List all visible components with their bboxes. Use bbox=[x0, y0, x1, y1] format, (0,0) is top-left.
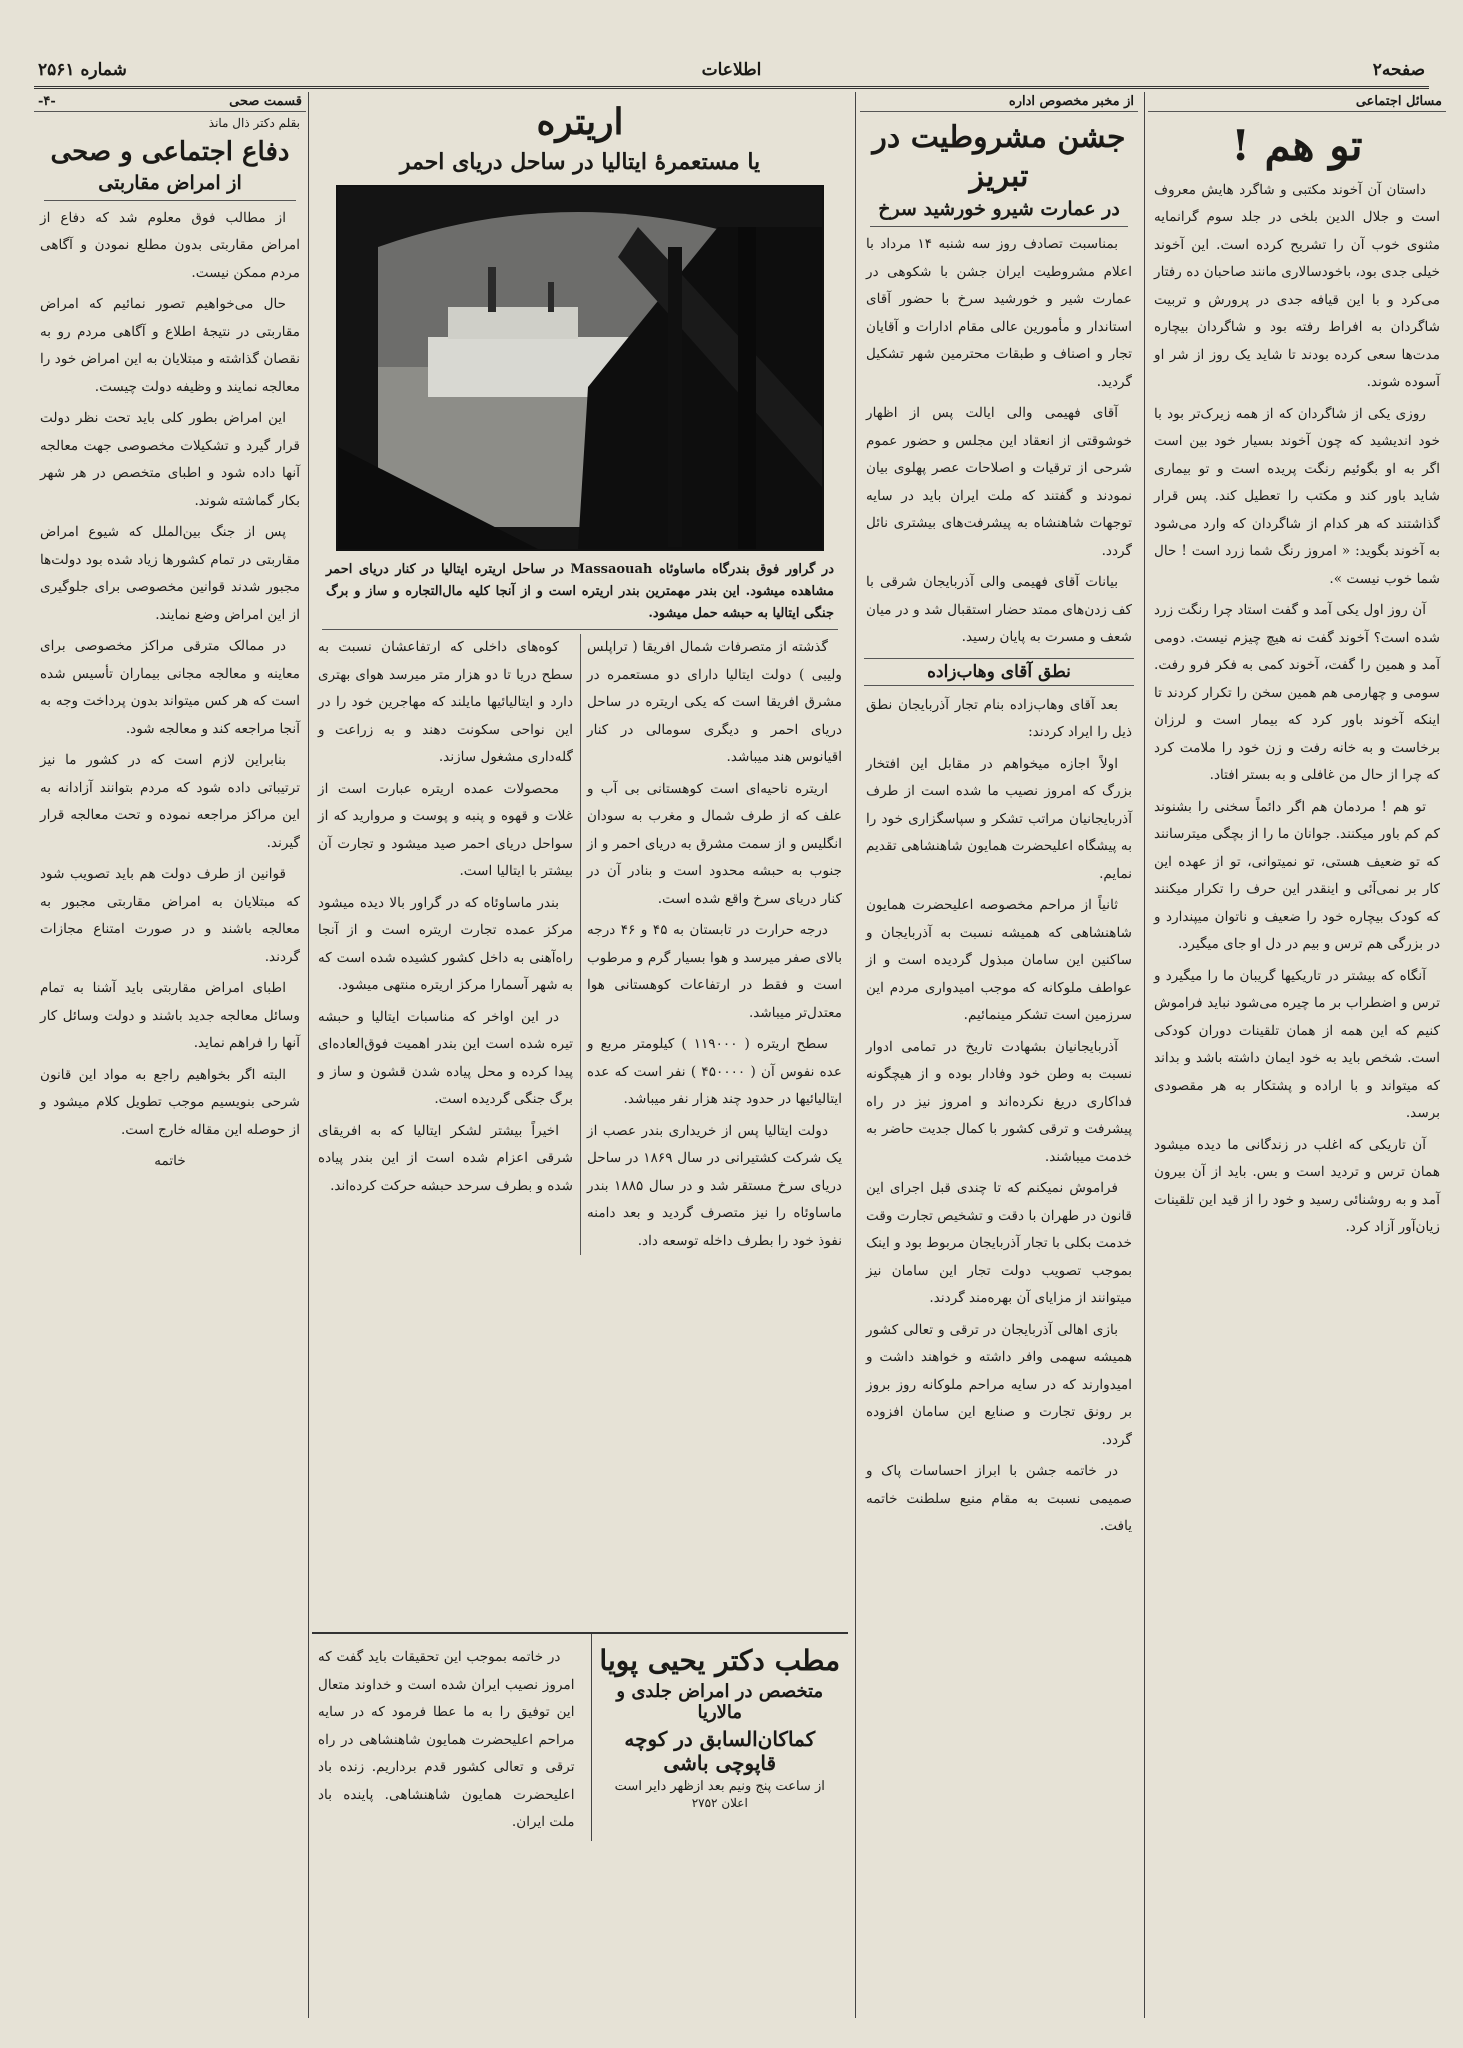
paragraph: در خاتمه جشن با ابراز احساسات پاک و صمیمی نسبت به مقام منیع سلطنت خاتمه یافت. bbox=[866, 1463, 1132, 1534]
paragraph: آن تاریکی که اغلب در زندگانی ما دیده میشود همان ترس و تردید است و بس. باید از آن بیرون آمد و به روشنائی رسید و خود را از قید این تلقینات زیان‌آور آزاد کرد. bbox=[1154, 1136, 1440, 1235]
harbor-photo bbox=[336, 185, 824, 551]
article-body bbox=[860, 231, 1138, 652]
advertisement-area bbox=[312, 1632, 848, 1964]
paragraph: آذربایجانیان بشهادت تاریخ در تمامی ادوار نسبت به وطن خود وفادار بوده و از هیچگونه فداکاری دریغ نکرده‌اند و امروز نیز در راه پیشرفت و ترقی کشور با کمال جدیت حاضر به خدمت میباشند. bbox=[866, 1038, 1132, 1165]
paragraph: البته اگر بخواهیم راجع به مواد این قانون شرحی بنویسیم موجب تطویل کلام میشود و از حوصله این مقاله خارج است. bbox=[40, 1066, 300, 1138]
paragraph: گذشته از متصرفات شمال افریقا ( تراپلس ولیبی ) دولت ایتالیا دارای دو مستعمره در مشرق افریقا است که یکی اریتره در ساحل دریای احمر و دیگری سومالی در کنار اقیانوس هند میباشد. bbox=[587, 639, 842, 765]
paragraph: سطح اریتره ( ۱۱۹۰۰۰ ) کیلومتر مربع و عده نفوس آن ( ۴۵۰۰۰۰ ) نفر است که عده ایتالیائیها در حدود چند هزار نفر میباشد. bbox=[587, 1036, 842, 1107]
article-headline: دفاع اجتماعی و صحی bbox=[50, 137, 290, 167]
paragraph: کوه‌های داخلی که ارتفاعشان نسبت به سطح دریا تا دو هزار متر میرسد هوای بهتری دارد و ایتالیائیها مایلند که مهاجرین خود را در این نواحی سکونت دهند و به زراعت و گله‌داری مشغول سازند. bbox=[318, 639, 573, 765]
column-health bbox=[34, 92, 306, 2018]
column-social-issues bbox=[1148, 92, 1446, 2018]
section-kicker-row bbox=[34, 92, 306, 112]
article-footer: خاتمه bbox=[154, 1153, 186, 1170]
newspaper-title: اطلاعات bbox=[701, 60, 762, 80]
article-subheadline: یا مستعمرهٔ ایتالیا در ساحل دریای احمر bbox=[399, 149, 761, 175]
ad-specialty: متخصص در امراض جلدی و مالاریا bbox=[616, 1681, 824, 1723]
paragraph: بیانات آقای فهیمی والی آذربایجان شرقی با کف زدن‌های ممتد حضار استقبال شد و در میان شعف و مسرت به پایان رسید. bbox=[866, 574, 1132, 645]
article-body bbox=[34, 205, 306, 1176]
paragraph: داستان آن آخوند مکتبی و شاگرد هایش معروف است و جلال الدین بلخی در جلد سوم گرانمایه مثنوی خوب آن را تشریح کرده است. این آخوند خیلی جدی بود، باخودسالاری مانند صاحبان ده رفتار می‌کرد و با این قیافه جدی در پرورش و تربیت شاگردان به افراط رفته بود و شاگردان بیچاره مدت‌ها سعی کرده بودند تا شاید یک روز از شر او آسوده شوند. bbox=[1154, 181, 1440, 390]
divider bbox=[870, 226, 1128, 227]
doctor-advertisement bbox=[591, 1634, 849, 1841]
section-kicker: مسائل اجتماعی bbox=[1148, 92, 1446, 112]
paragraph: اطبای امراض مقاربتی باید آشنا به تمام وسائل معالجه جدید باشند و دولت وسائل کار آنها را فراهم نماید. bbox=[40, 980, 300, 1052]
paragraph: قوانین از طرف دولت هم باید تصویب شود که مبتلایان به امراض مقاربتی مجبور به معالجه باشند و در صورت امتناع مجازات گردند. bbox=[40, 866, 300, 965]
divider bbox=[44, 200, 296, 201]
ad-location: کماکان‌السابق در کوچه قاپوچی باشی bbox=[624, 1727, 816, 1775]
column-divider bbox=[855, 92, 856, 2018]
article-headline: تو هم ! bbox=[1231, 121, 1363, 170]
paragraph: محصولات عمده اریتره عبارت است از غلات و قهوه و پنبه و پوست و مروارید که از سواحل دریای احمر صید میشود و تجارت آن بیشتر با ایتالیا است. bbox=[318, 780, 573, 879]
column-eritrea bbox=[312, 92, 848, 1628]
paragraph: روزی یکی از شاگردان که از همه زیرک‌تر بود با خود اندیشید که چون آخوند بسیار خود بین است اگر به او بگوئیم رنگت پریده است و تو بیماری شاید باور کند و مکتب را تعطیل کند. پس قرار گذاشتند که هر کدام از شاگردان که وارد می‌شود به آخوند بگوید: « امروز رنگ شما زرد است ! حال شما خوب نیست ». bbox=[1154, 405, 1440, 587]
paragraph: درجه حرارت در تابستان به ۴۵ و ۴۶ درجه بالای صفر میرسد و هوا بسیار گرم و مرطوب است و فقط در ارتفاعات کوهستانی هوا معتدل‌تر میباشد. bbox=[587, 922, 842, 1021]
article-body bbox=[860, 692, 1138, 1541]
column-divider bbox=[1144, 92, 1145, 2018]
paragraph: بمناسبت تصادف روز سه شنبه ۱۴ مرداد با اعلام مشروطیت ایران جشن با شکوهی در عمارت شیر و خورشید سرخ با حضور آقای استاندار و مأمورین عالی مقام ادارات و آقایان تجار و اصناف و طبقات محترمین شهر تشکیل گردید. bbox=[866, 236, 1132, 390]
page-number: صفحه۲ bbox=[1372, 60, 1425, 80]
paragraph: در خاتمه بموجب این تحقیقات باید گفت که امروز نصیب ایران شده است و خداوند متعال این توفیق را به ما عطا فرمود که در سایه مراحم اعلیحضرت همایون شاهنشاهی در راه ترقی و تعالی کشور قدم برداریم. زنده باد اعلیحضرت همایون شاهنشاهی. پاینده باد ملت ایران. bbox=[318, 1649, 575, 1830]
paragraph: اولاً اجازه میخواهم در مقابل این افتخار بزرگ که امروز نصیب ما شده است از طرف آذربایجانیان مراتب تشکر و سپاسگزاری خود را به پیشگاه اعلیحضرت همایون شاهنشاهی تقدیم نمایم. bbox=[866, 755, 1132, 882]
article-body bbox=[1148, 177, 1446, 1242]
section-heading: نطق آقای وهاب‌زاده bbox=[864, 658, 1134, 686]
article-headline: جشن مشروطیت در تبریز bbox=[872, 120, 1126, 194]
article-body bbox=[312, 634, 848, 1255]
paragraph: بعد آقای وهاب‌زاده بنام تجار آذربایجان نطق ذیل را ایراد کردند: bbox=[866, 696, 1132, 740]
paragraph: آنگاه که بیشتر در تاریکیها گریبان ما را میگیرد و ترس و اضطراب بر ما چیره می‌شود نباید فراموش کنیم که این همه از همان تلقینات دوران کودکی است. شخص باید به خود ایمان داشته باشد و بداند که میتواند و با اراده و پشتکار به هر مقصودی برسد. bbox=[1154, 967, 1440, 1121]
column-divider bbox=[308, 92, 309, 2018]
paragraph: در این اواخر که مناسبات ایتالیا و حبشه تیره شده است این بندر اهمیت فوق‌العاده‌ای پیدا کرده و محل پیاده شدن قشون و ساز و برگ جنگی گردیده است. bbox=[318, 1008, 573, 1107]
closing-text bbox=[312, 1634, 581, 1841]
article-headline: اریتره bbox=[536, 101, 624, 143]
photo-caption: در گراور فوق بندرگاه ماساوئاه Massaouah در ساحل اریتره ایتالیا در کنار دریای احمر مشاهده میشود. این بندر مهمترین بندر اریتره است و از آنجا کلیه مال‌التجاره و ساز و برگ جنگی ایتالیا به حبشه حمل میشود. bbox=[326, 562, 834, 621]
ad-title: مطب دکتر یحیی پویا bbox=[599, 1644, 841, 1677]
paragraph: حال می‌خواهیم تصور نمائیم که امراض مقاربتی در نتیجهٔ اطلاع و آگاهی مردم رو به نقصان گذاشته و مبتلایان به این امراض خود را معالجه نمایند و وظیفه دولت چیست. bbox=[40, 296, 300, 395]
part-number: -۴- bbox=[38, 94, 56, 109]
paragraph: اریتره ناحیه‌ای است کوهستانی بی آب و علف که از طرف شمال و مغرب به سودان انگلیس و از سمت مشرق به دریای احمر و از جنوب به حبشه محدود است و بنادر آن در کنار دریای سرخ واقع شده است. bbox=[587, 780, 842, 907]
paragraph: اخیراً بیشتر لشکر ایتالیا که به افریقای شرقی اعزام شده است از این بندر پیاده شده و بطرف سرحد حبشه حرکت کرده‌اند. bbox=[318, 1122, 573, 1194]
paragraph: تو هم ! مردمان هم اگر دائماً سخنی را بشنوند کم کم باور میکنند. جوانان ما را از بچگی میترسانند که تو ضعیف هستی، تو نمیتوانی، تو از عهده این کار بر نمی‌آئی و اینقدر این حرف را تکرار میکنند که کودک بیچاره خود را ضعیف و ناتوان میپندارد و در بزرگی هم ترس و بیم در دل او جای میگیرد. bbox=[1154, 798, 1440, 952]
paragraph: در ممالک مترقی مراکز مخصوصی برای معاینه و معالجه مجانی بیماران تأسیس شده است که هر کس میتواند بدون پرداخت وجه به آنجا مراجعه کند و معالجه شود. bbox=[40, 638, 300, 737]
masthead bbox=[34, 60, 1429, 89]
ad-hours: از ساعت پنج ونیم بعد ازظهر دایر است bbox=[614, 1779, 825, 1794]
paragraph: فراموش نمیکنم که تا چندی قبل اجرای این قانون در طهران با دقت و تشخیص تجارت وقت خدمت بکلی با تجار آذربایجان مربوط بود و اینک بموجب تصویب دولت تجار این سامان نیز میتوانند از مزایای آن بهره‌مند گردند. bbox=[866, 1180, 1132, 1306]
column-tabriz bbox=[860, 92, 1138, 2018]
paragraph: آقای فهیمی والی ایالت پس از اظهار خوشوقتی از انعقاد این مجلس و حضور عموم شرحی از ترقیات و اصلاحات عصر پهلوی بیان نمودند و گفتند که ملت ایران باید در سایه توجهات شاهنشاه به پیشرفت‌های بیشتری نائل گردد. bbox=[866, 405, 1132, 559]
article-subheadline: در عمارت شیرو خورشید سرخ bbox=[878, 198, 1120, 220]
paragraph: از مطالب فوق معلوم شد که دفاع از امراض مقاربتی بدون مطلع نمودن و آگاهی مردم ممکن نیست. bbox=[40, 209, 300, 281]
paragraph: دولت ایتالیا پس از خریداری بندر عصب از یک شرکت کشتیرانی در سال ۱۸۶۹ در ساحل دریای سرخ مستقر شد و در سال ۱۸۸۵ بندر ماساوئاه را نیز متصرف گردید و بعد دامنه نفوذ خود را بطرف داخله توسعه داد. bbox=[587, 1122, 842, 1249]
section-kicker: قسمت صحی bbox=[229, 94, 302, 109]
paragraph: بازی اهالی آذربایجان در ترقی و تعالی کشور همیشه سهمی وافر داشته و خواهند داشت و امیدوارند که در سایه مراحم ملوکانه روز بروز بر رونق تجارت و صنایع این سامان افزوده گردد. bbox=[866, 1321, 1132, 1448]
paragraph: آن روز اول یکی آمد و گفت استاد چرا رنگت زرد شده است؟ آخوند گفت نه هیچ چیزم نیست. دومی آمد و همین را گفت، آخوند کمی به فکر فرو رفت. سومی و چهارمی هم همین سخن را تکرار کردند تا اینکه آخوند باور کرد که بیمار است و لرزان برخاست و به خانه رفت و زن خود را ملامت کرد که چرا از حال من غافلی و به بستر افتاد. bbox=[1154, 602, 1440, 783]
paragraph: پس از جنگ بین‌الملل که شیوع امراض مقاربتی در تمام کشورها زیاد شده بود دولت‌ها مجبور شدند قوانین مخصوصی برای جلوگیری از این امراض وضع نمایند. bbox=[40, 524, 300, 623]
ad-reference: اعلان ۲۷۵۲ bbox=[691, 1796, 748, 1810]
paragraph: ثانیاً از مراحم مخصوصه اعلیحضرت همایون شاهنشاهی که همیشه نسبت به آذربایجان و ساکنین این سامان مبذول گردیده است و از عواطف ملوکانه که موجب امیدواری مردم این سرزمین است تشکر مینمائیم. bbox=[866, 897, 1132, 1023]
section-kicker: از مخبر مخصوص اداره bbox=[860, 92, 1138, 112]
paragraph: بندر ماساوئاه که در گراور بالا دیده میشود مرکز عمده تجارت اریتره است و از آنجا راه‌آهنی به داخل کشور کشیده شده است که به شهر آسمارا مرکز اریتره منتهی میشود. bbox=[318, 894, 573, 993]
paragraph: بنابراین لازم است که در کشور ما نیز ترتیباتی داده شود که مردم بتوانند آزادانه به این مراکز مراجعه نموده و تحت معالجه قرار گیرند. bbox=[40, 752, 300, 851]
issue-number: شماره ۲۵۶۱ bbox=[38, 60, 127, 80]
byline: بقلم دکتر ذال مانذ bbox=[208, 116, 300, 130]
article-subheadline: از امراض مقاربتی bbox=[98, 171, 242, 194]
paragraph: این امراض بطور کلی باید تحت نظر دولت قرار گیرد و تشکیلات مخصوصی جهت معالجه آنها داده شود و اطبای متخصص در هر شهر بکار گماشته شوند. bbox=[40, 410, 300, 509]
divider bbox=[322, 629, 838, 630]
